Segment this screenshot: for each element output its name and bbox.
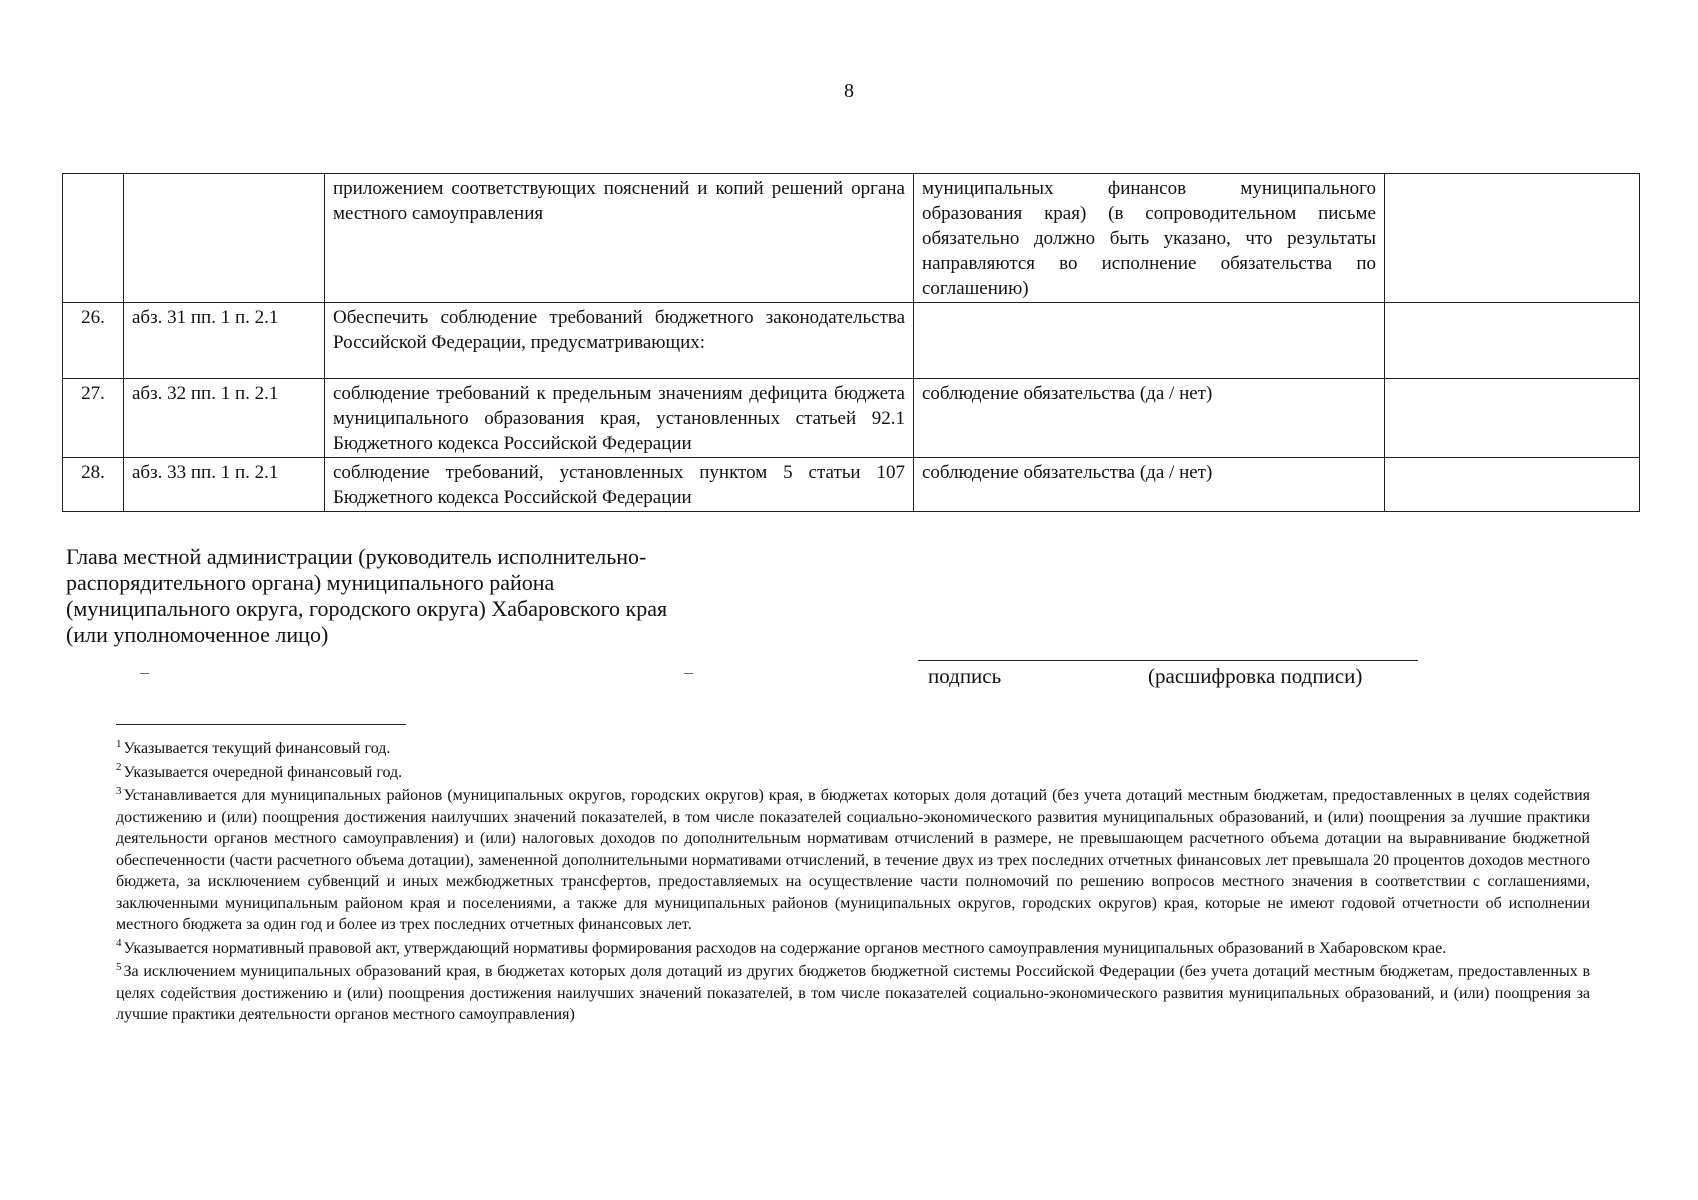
row-reference: абз. 32 пп. 1 п. 2.1 [124, 379, 325, 458]
footnote-mark: 3 [116, 784, 122, 797]
row-reference: абз. 33 пп. 1 п. 2.1 [124, 458, 325, 512]
row-extra [1385, 303, 1640, 379]
row-result: муниципальных финансов муниципального образования края) (в сопроводительном письме обязательно должно быть указано, что результаты направляются во исполнение обязательства по соглашению) [914, 174, 1385, 303]
blank-mark: – [684, 662, 693, 682]
signature-title-line: (или уполномоченное лицо) [66, 622, 329, 647]
signature-block [66, 544, 766, 648]
signature-title-line: Глава местной администрации (руководитель исполнительно- [66, 544, 647, 569]
signature-line [918, 660, 1418, 661]
row-result [914, 303, 1385, 379]
row-number [63, 174, 124, 303]
row-number: 27. [63, 379, 124, 458]
footnote-text: Устанавливается для муниципальных районов (муниципальных округов, городских округов) края, в бюджетах которых доля дотаций (без учета дотаций местным бюджетам, предоставленных в целях содействия достижению и (или) поощрения достижения наилучших значений показателей, в том числе показателей социально-экономического развития муниципальных образований, и (или) поощрения за лучшие практики деятельности органов местного самоуправления) и (или) налоговых доходов по дополнительным нормативам отчислений в размере, не превышающем расчетного объема дотации на выравнивание бюджетной обеспеченности (части расчетного объема дотации), замененной дополнительными нормативами отчислений, в течение двух из трех последних отчетных финансовых лет превышала 20 процентов доходов местного бюджета, за исключением субвенций и иных межбюджетных трансфертов, предоставляемых на осуществление части полномочий по решению вопросов местного значения в соответствии с соглашениями, заключенными муниципальным районом края и поселениями, а также для муниципальных районов (муниципальных округов, городских округов) края, которые не имеют годовой отчетности об исполнении местного бюджета за один год и более из трех последних отчетных финансовых лет. [116, 787, 1590, 933]
table-row [63, 458, 1640, 512]
table-row [63, 303, 1640, 379]
footnote [116, 938, 1590, 960]
signature-transcript-label: (расшифровка подписи) [1148, 664, 1363, 688]
signature-title-line: (муниципального округа, городского округа) Хабаровского края [66, 596, 668, 621]
row-description: соблюдение требований к предельным значениям дефицита бюджета муниципального образования края, установленных статьей 92.1 Бюджетного кодекса Российской Федерации [325, 379, 914, 458]
row-result: соблюдение обязательства (да / нет) [914, 458, 1385, 512]
row-number: 28. [63, 458, 124, 512]
row-extra [1385, 458, 1640, 512]
footnote-mark: 4 [116, 937, 122, 950]
row-reference [124, 174, 325, 303]
blank-mark: – [140, 662, 149, 682]
row-result: соблюдение обязательства (да / нет) [914, 379, 1385, 458]
footnotes [116, 738, 1590, 1028]
row-number: 26. [63, 303, 124, 379]
footnote-text: Указывается очередной финансовый год. [123, 763, 403, 781]
page-number: 8 [844, 80, 854, 102]
footnote-separator [116, 724, 406, 725]
signature-label: подпись [928, 664, 1002, 688]
footnote [116, 961, 1590, 1026]
footnote-text: За исключением муниципальных образований края, в бюджетах которых доля дотаций из других бюджетов бюджетной системы Российской Федерации (без учета дотаций местным бюджетам, предоставленных в целях содействия достижению и (или) поощрения достижения наилучших значений показателей, в том числе показателей социально-экономического развития муниципальных образований, и (или) поощрения за лучшие практики деятельности органов местного самоуправления) [116, 963, 1590, 1023]
row-description: соблюдение требований, установленных пунктом 5 статьи 107 Бюджетного кодекса Российской Федерации [325, 458, 914, 512]
footnote [116, 785, 1590, 936]
table-row [63, 379, 1640, 458]
footnote-mark: 5 [116, 960, 122, 973]
row-reference: абз. 31 пп. 1 п. 2.1 [124, 303, 325, 379]
row-description: Обеспечить соблюдение требований бюджетного законодательства Российской Федерации, предусматривающих: [325, 303, 914, 379]
row-description: приложением соответствующих пояснений и копий решений органа местного самоуправления [325, 174, 914, 303]
signature-title-line: распорядительного органа) муниципального района [66, 570, 555, 595]
footnote [116, 738, 1590, 760]
footnote-text: Указывается нормативный правовой акт, утверждающий нормативы формирования расходов на содержание органов местного самоуправления муниципальных образований в Хабаровском крае. [123, 939, 1447, 957]
row-extra [1385, 379, 1640, 458]
row-extra [1385, 174, 1640, 303]
footnote-mark: 2 [116, 761, 122, 774]
footnote-text: Указывается текущий финансовый год. [123, 740, 391, 757]
footnote [116, 762, 1590, 784]
obligations-table [62, 173, 1640, 512]
footnote-mark: 1 [116, 737, 122, 750]
table-row [63, 174, 1640, 303]
